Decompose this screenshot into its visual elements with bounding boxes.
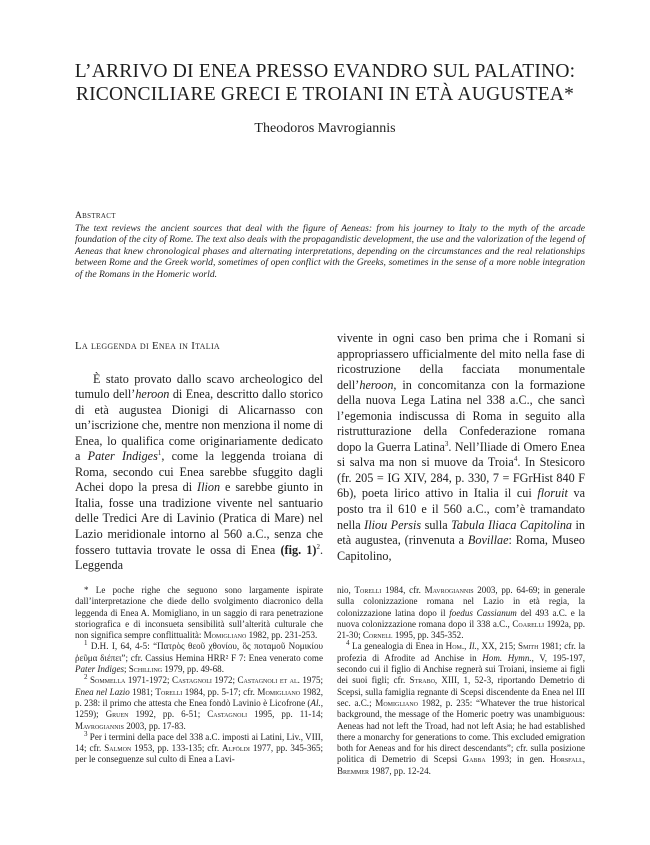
footnote [75, 675, 323, 731]
text-run: 1995, pp. 345-352. [392, 630, 464, 641]
text-run: Bovillae [467, 533, 509, 548]
footnote-ref: 3 [84, 729, 88, 738]
text-run: Hom. Hymn. [482, 652, 532, 663]
text-run: Gabba [462, 754, 486, 765]
text-run: 1979, pp. 49-68. [162, 664, 224, 675]
text-run: D.H. I, 64, 4-5: “Πατρὸς θεοῦ χθονίου, ὃς ποταμοῦ Νομικίου ῥεῦμα διέπει”; cfr. Cassius Hemina HRR² F 7: Enea venerato come [75, 641, 323, 663]
text-run: 1982, pp. 231-253. [246, 630, 318, 641]
text-run: Horsfall, Bremmer [337, 754, 585, 776]
text-run: Sommella [89, 675, 126, 686]
text-run: Al. [310, 697, 321, 708]
text-run: Hom. [445, 641, 465, 652]
text-run: foedus Cassianum [449, 607, 517, 618]
paper-title [40, 60, 610, 106]
text-run: 1984, cfr. [381, 585, 425, 595]
abstract-text: The text reviews the ancient sources that deal with the figure of Aeneas: from his journey to Italy to the myth of the arcade foundation of the city of Rome. The text also deals with the propagandistic development, the use and the valorization of the legend of Aeneas that knew chronological phases and alternating interpretations, depending on the circumstances and the real relationships between Rome and the Greek world, sometimes of open conflict with the Greeks, sometimes in the sense of a more noble integration of the Romans in the Homeric world. [75, 223, 585, 280]
text-run: Iliou Persis [364, 517, 422, 532]
text-run: È stato provato dallo scavo archeologico del tumulo dell’ [75, 371, 323, 402]
text-run: Torelli [354, 585, 382, 595]
text-run: Enea nel Lazio [75, 686, 130, 697]
title-line-2: RICONCILIARE GRECI E TROIANI IN ETÀ AUGUSTEA* [75, 84, 575, 105]
text-run: 1975; [299, 675, 324, 686]
text-run: 1981; [129, 686, 156, 697]
text-run: Pater Indiges [75, 664, 124, 675]
text-run: 1993; in gen. [485, 754, 550, 765]
text-run: heroon [135, 387, 170, 402]
text-run: , in concomitanza con la formazione della nuova Lega Latina nel 338 a.C., che sancì l’egemonia indiscussa di Roma in seguito alla ristrutturazione della Confederazione romana dopo la Guerra Latina [337, 377, 585, 454]
text-run: Il. [468, 641, 477, 652]
text-run: in età augustea, (rinvenuta a [337, 517, 585, 548]
text-run: sulla [421, 517, 452, 532]
footnotes-left [75, 585, 323, 766]
text-run: Alföldi [222, 743, 250, 754]
footnote [337, 585, 585, 641]
text-run: Coarelli [512, 618, 545, 629]
footnote [75, 641, 323, 675]
footnote-ref: 4 [346, 639, 350, 648]
text-run: ; [124, 664, 129, 675]
abstract-block [75, 211, 585, 280]
body-column-left [75, 339, 323, 574]
text-run: 1971-1972; [125, 675, 173, 686]
footnote [75, 585, 323, 641]
text-run: Strabo [409, 675, 435, 686]
text-run: Smith [518, 641, 539, 652]
text-run: Gruen [105, 709, 129, 720]
text-run: e sarebbe giunto in Italia, fosse una tradizione vivente nel santuario delle Tredici Are di Lavinio (Pratica di Mare) nel Lazio meridionale intorno al 560 a.C., senza che fossero tuttavia trovate le ossa di Enea [75, 480, 323, 557]
text-run: Tabula Iliaca Capitolina [451, 517, 573, 532]
text-run: 2003, pp. 64-69; in generale sulla colonizzazione romana nel Lazio in età regia, la colonizzazione latina dopo il [337, 585, 586, 618]
text-run: Momigliano [203, 630, 247, 641]
footnote-ref: 4 [513, 455, 518, 464]
text-run: Castagnoli [207, 709, 248, 720]
footnote [75, 729, 323, 766]
footnote-ref: 2 [84, 673, 88, 682]
text-run: nio, [337, 585, 355, 595]
text-run: Per i termini della pace del 338 a.C. imposti ai Latini, Liv., VIII, 14; cfr. [75, 731, 323, 754]
text-run: La genealogia di Enea in [349, 641, 446, 652]
text-run: 1981; cfr. la profezia di Afrodite ad Anchise in [337, 641, 585, 663]
text-run: * Le poche righe che seguono sono largamente ispirate dall’interpretazione che diede dello svolgimento diacronico della leggenda di Enea A. Momigliano, in un saggio di rara penetrazione storiografica e di inconsueta sensibilità sull’alterità culturale che non significa sempre conflittualità: [75, 585, 323, 641]
footnote-ref: 1 [157, 449, 162, 458]
text-run: (fig. 1) [280, 542, 317, 557]
footnotes-right [337, 585, 585, 777]
body-paragraph [75, 372, 323, 574]
text-run: , 1259); [75, 697, 323, 720]
text-run: Mavrogiannis [424, 585, 474, 595]
text-run: Momigliano [257, 686, 301, 697]
text-run: Castagnoli et al. [237, 675, 300, 686]
section-heading: La leggenda di Enea in Italia [75, 340, 220, 352]
text-run: Salmon [104, 743, 132, 754]
text-run: Castagnoli [172, 675, 212, 686]
text-run: , [464, 641, 469, 652]
text-run: Mavrogiannis [75, 720, 124, 731]
text-run: heroon [359, 377, 394, 392]
footnote-ref: 2 [316, 542, 320, 551]
text-run: : Roma, Museo Capitolino, [337, 533, 585, 563]
text-run: vivente in ogni caso ben prima che i Romani si appropriassero ufficialmente del mito nella fase di ricostruzione della facciata monumentale dell’ [337, 331, 585, 392]
text-run: floruit [537, 486, 568, 501]
text-run: , come la leggenda troiana di Roma, secondo cui Enea sarebbe sfuggito dagli Achei dopo la presa di [75, 449, 323, 495]
text-run: del 493 a.C. e la nuova colonizzazione romana dopo il 338 a.C., [337, 607, 585, 629]
text-run: Torelli [155, 686, 183, 697]
body-column-right [337, 331, 585, 564]
text-run: di Enea, descritto dallo storico di età augustea Dionigi di Alicarnasso con un’iscrizione che, mentre non menziona il nome di Enea, lo qualifica come originariamente dedicato a [75, 387, 323, 464]
footnote-ref: 1 [84, 639, 88, 648]
text-run: , V, 195-197, secondo cui il figlio di Anchise regnerà sui Troiani, insieme ai figli dei suoi figli; cfr. [337, 652, 585, 686]
text-run: Ilion [197, 480, 221, 495]
title-line-1: L’ARRIVO DI ENEA PRESSO EVANDRO SUL PALATINO: [74, 61, 576, 82]
text-run: Momigliano [375, 697, 418, 708]
text-run: 1982, p. 235: “Whatever the true historical background, the message of the Homeric poetry was unambiguous: Aeneas had not left the Troad, had not left Asia; he had established there a monarchy for generations to come. This excluded emigration both for Aeneas and for his direct descendants”; cfr. sulla posizione politica di Demetrio di Scepsi [337, 697, 585, 765]
body-paragraph-continued [337, 331, 585, 564]
text-run: 1972; [211, 675, 238, 686]
text-run: 1992a, pp. 21-30; [337, 618, 585, 641]
text-run: 1953, pp. 133-135; cfr. [131, 743, 223, 754]
text-run: . In Stesicoro (fr. 205 = IG XIV, 284, p. 330, 7 = FGrHist 840 F 6b), poeta lirico attivo in Italia il cui [337, 455, 585, 501]
text-run: Cornell [362, 630, 393, 641]
text-run: 1995, pp. 11-14; [247, 709, 324, 720]
text-run: 1987, pp. 12-24. [369, 765, 431, 776]
text-run: 1984, pp. 5-17; cfr. [182, 686, 258, 697]
text-run: 1982, p. 238: il primo che attesta che Enea fondò Lavinio è Licofrone ( [75, 686, 323, 708]
text-run: 2003, pp. 17-83. [123, 720, 186, 731]
abstract-heading: Abstract [75, 211, 116, 221]
footnote-ref: 3 [444, 439, 449, 448]
author-name: Theodoros Mavrogiannis [254, 121, 396, 136]
text-run: , XIII, 1, 52-3, riportando Demetrio di Scepsi, sulla famiglia regnante di Scepsi discendente da Enea nel III sec. a.C.; [337, 675, 586, 708]
text-run: 1992, pp. 6-51; [128, 709, 208, 720]
text-run: Schilling [128, 664, 163, 675]
text-run: , XX, 215; [476, 641, 519, 652]
text-run: . Nell’Iliade di Omero Enea si salva ma non si muove da Troia [337, 439, 585, 470]
text-run: Pater Indiges [87, 449, 158, 464]
text-run: va posto tra il 610 e il 560 a.C., com’è tramandato nella [337, 486, 585, 532]
text-run: . Leggenda [75, 542, 323, 573]
text-run: 1977, pp. 345-365; per le conseguenze sul culto di Enea a Lavi- [75, 743, 323, 765]
footnote [337, 641, 585, 777]
